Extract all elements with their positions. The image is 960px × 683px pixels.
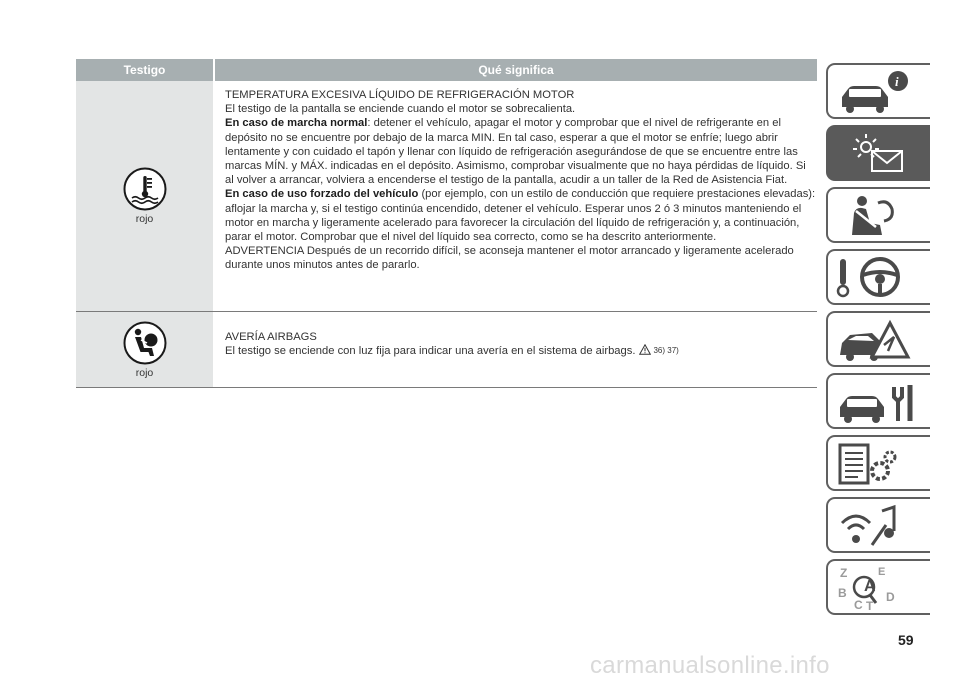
tab-maintenance[interactable] [826,373,930,429]
indicator-title: AVERÍA AIRBAGS [225,331,317,343]
indicator-description-line [225,344,817,358]
index-letter: B [838,586,847,600]
indicator-cell [76,312,213,387]
tab-starting-driving[interactable] [826,249,930,305]
tab-safety[interactable] [826,187,930,243]
normal-driving-paragraph [225,116,817,187]
forced-use-heading: En caso de uso forzado del vehículo [225,188,419,201]
tab-index[interactable] [826,559,930,615]
table-row [76,312,817,388]
technical-data-icon [836,441,926,487]
svg-text:i: i [895,74,899,89]
meaning-cell [213,312,817,387]
warning-lights-icon [836,131,926,177]
warning-paragraph: ADVERTENCIA Después de un recorrido difícil, se aconseja mantener el motor arrancado y ligeramente acelerado durante unos minutos antes de pararlo. [225,245,794,272]
tab-emergency[interactable] [826,311,930,367]
steering-wheel-key-icon [836,255,926,301]
coolant-temperature-icon [123,167,167,211]
car-maintenance-icon [836,379,926,425]
car-info-icon [836,69,926,115]
indicator-color-label: rojo [135,366,154,379]
index-letter: E [878,566,886,578]
forced-use-paragraph [225,187,817,244]
normal-driving-heading: En caso de marcha normal [225,117,368,130]
indicator-title: TEMPERATURA EXCESIVA LÍQUIDO DE REFRIGERACIÓN MOTOR [225,89,575,101]
seat-safety-icon [836,193,926,239]
normal-driving-text: : detener el vehículo, apagar el motor y comprobar que el nivel de refrigerante en el depósito no se encuentre por debajo de la marca MIN. En tal caso, esperar a que el motor se enfríe; luego abrir lentamente y con cuidado el tapón y llenar con líquido de refrigeración asegurándose de que se encuentre entre las marcas MÍN. y MÁX. indicadas en el depósito. Asimismo, comprobar visualmente que no haya pérdidas de líquido. Si al volver a arrancar, volviera a encenderse el testigo de la pantalla, acudir a un taller de la Red de Asistencia Fiat. [225,117,806,187]
tab-warning-lights[interactable] [826,125,930,181]
tab-multimedia[interactable] [826,497,930,553]
table-row [76,81,817,312]
index-alphabet-icon [836,565,926,611]
table-header [76,59,817,81]
warning-lights-table [76,59,817,388]
warning-triangle-icon [639,344,651,355]
multimedia-icon [836,503,926,549]
header-meaning: Qué significa [213,59,817,81]
indicator-description: El testigo se enciende con luz fija para indicar una avería en el sistema de airbags. [225,345,636,358]
page-number: 59 [898,632,914,648]
forced-use-text: (por ejemplo, con un estilo de conducción que requiere prestaciones elevadas): aflojar la marcha y, si el testigo continúa encendido, detener el vehículo. Esperar unos 2 ó 3 minutos manteniendo el motor en marcha y ligeramente acelerado para favorecer la circulación del líquido de refrigeración y, a continuación, parar el motor. Comprobar que el nivel del líquido sea correcto, como se ha descrito anteriormente. [225,188,816,244]
header-indicator: Testigo [123,63,166,77]
indicator-description: El testigo de la pantalla se enciende cuando el motor se sobrecalienta. [225,103,576,116]
tab-technical-data[interactable] [826,435,930,491]
index-letter: C [854,598,863,611]
airbag-icon [123,321,167,365]
index-letter: Z [840,566,848,580]
index-letter: T [866,599,874,611]
indicator-color-label: rojo [135,213,154,225]
index-letter: A [864,578,876,595]
index-letter: D [886,590,895,604]
meaning-cell [213,81,817,311]
warning-references: 36) 37) [653,346,679,356]
watermark: carmanualsonline.info [590,652,830,679]
emergency-car-icon [836,317,926,363]
indicator-cell [76,81,213,311]
tab-car-info[interactable] [826,63,930,119]
